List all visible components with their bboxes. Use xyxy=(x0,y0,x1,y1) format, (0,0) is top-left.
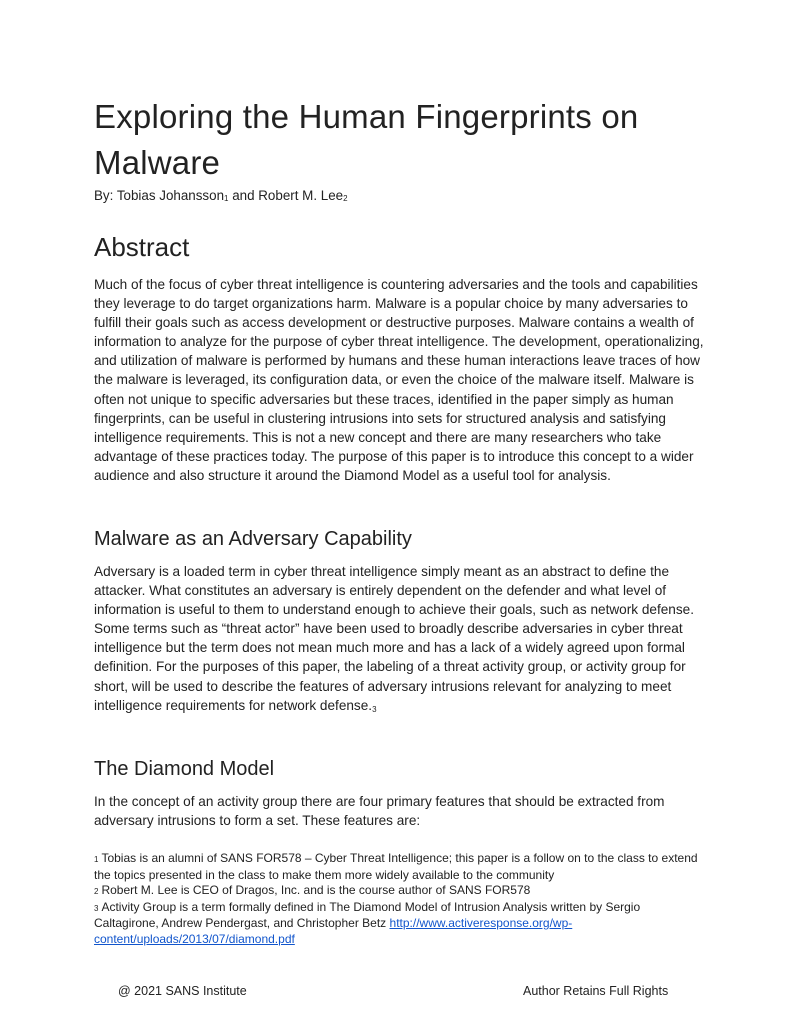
footnote-text: Robert M. Lee is CEO of Dragos, Inc. and is the course author of SANS FOR578 xyxy=(101,883,531,897)
footnote-2 xyxy=(94,883,704,900)
footnote-ref-3[interactable]: 3 xyxy=(372,704,377,714)
diamond-model-link[interactable]: http://www.activeresponse.org/wp-content/uploads/2013/07/diamond.pdf xyxy=(94,916,573,946)
footnotes xyxy=(94,851,704,947)
byline-author-1: By: Tobias Johansson xyxy=(94,188,225,203)
footer-copyright: @ 2021 SANS Institute xyxy=(118,984,247,998)
diamond-section-heading: The Diamond Model xyxy=(94,758,275,780)
abstract-heading: Abstract xyxy=(94,232,190,262)
footnote-number: 3 xyxy=(94,903,99,913)
byline-footnote-ref-1[interactable]: 1 xyxy=(224,194,229,203)
abstract-text: Much of the focus of cyber threat intelligence is countering adversaries and the tools and capabilities they leverage to do target organizations harm. Malware is a popular choice by many adversaries to fulfill their goals such as access development or destructive purposes. Malware contains a wealth of information to analyze for the purpose of cyber threat intelligence. The development, operationalizing, and utilization of malware is performed by humans and these human interactions leave traces of how the malware is leveraged, its configuration data, or even the choice of the malware itself. Malware is often not unique to specific adversaries but these traces, identified in the paper simply as human fingerprints, can be useful in clustering intrusions into sets for structured analysis and satisfying intelligence requirements. This is not a new concept and there are many researchers who take advantage of these practices today. The purpose of this paper is to introduce this concept to a wider audience and also structure it around the Diamond Model as a useful tool for analysis. xyxy=(94,277,704,483)
footnote-number: 1 xyxy=(94,855,99,864)
footnote-number: 2 xyxy=(94,887,99,896)
footer-rights: Author Retains Full Rights xyxy=(523,984,669,998)
footnote-3 xyxy=(94,900,704,948)
byline-author-2: and Robert M. Lee xyxy=(228,188,344,203)
diamond-section-text: In the concept of an activity group there are four primary features that should be extracted from adversary intrusions to form a set. These features are: xyxy=(94,794,665,829)
footnote-text: Tobias is an alumni of SANS FOR578 – Cyber Threat Intelligence; this paper is a follow on to the class to extend the topics presented in the class to make them more widely available to the community xyxy=(94,851,698,882)
footnote-text: Activity Group is a term formally defined in The Diamond Model of Intrusion Analysis written by Sergio Caltagirone, Andrew Pendergast, and Christopher Betz xyxy=(94,899,641,930)
malware-section-body: Adversary is a loaded term in cyber threat intelligence simply meant as an abstract to define the attacker. What constitutes an adversary is entirely dependent on the defender and what level of information is useful to them to understand enough to achieve their goals, such as network defense. Some terms such as “threat actor” have been used to broadly describe adversaries in cyber threat intelligence but the term does not mean much more and has a lack of a widely agreed upon formal definition. For the purposes of this paper, the labeling of a threat activity group, or activity group for short, will be used to describe the features of adversary intrusions relevant for analyzing to meet intelligence requirements for network defense. xyxy=(94,564,694,713)
byline-footnote-ref-2[interactable]: 2 xyxy=(343,194,348,203)
footnote-1 xyxy=(94,851,704,883)
paper-title: Exploring the Human Fingerprints on Malware xyxy=(94,98,639,181)
malware-section-heading: Malware as an Adversary Capability xyxy=(94,528,412,550)
byline xyxy=(94,188,348,203)
malware-section-text xyxy=(94,562,708,717)
